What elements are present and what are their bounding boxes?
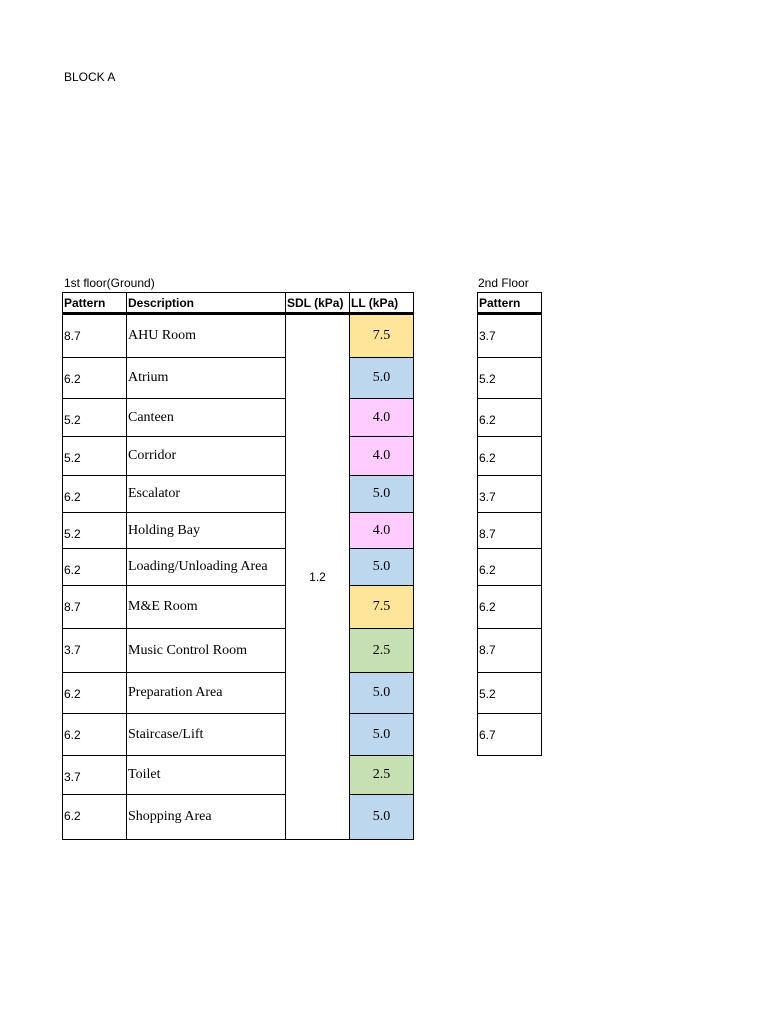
table-row bbox=[478, 586, 542, 629]
description-cell: Holding Bay bbox=[127, 513, 286, 549]
table-row bbox=[478, 629, 542, 673]
pattern-cell: 8.7 bbox=[63, 586, 127, 629]
floor2-table bbox=[477, 292, 542, 756]
pattern-cell: 6.2 bbox=[478, 549, 542, 586]
ll-value-cell: 5.0 bbox=[350, 714, 414, 756]
ll-value-cell: 2.5 bbox=[350, 629, 414, 673]
table-row bbox=[63, 358, 414, 399]
block-title: BLOCK A bbox=[64, 70, 116, 84]
description-cell: Preparation Area bbox=[127, 673, 286, 714]
table-row bbox=[63, 629, 414, 673]
description-cell: M&E Room bbox=[127, 586, 286, 629]
description-cell: Staircase/Lift bbox=[127, 714, 286, 756]
table-row bbox=[63, 513, 414, 549]
table-row bbox=[478, 714, 542, 756]
pattern-cell: 8.7 bbox=[478, 513, 542, 549]
pattern-cell: 3.7 bbox=[478, 476, 542, 513]
pattern-cell: 5.2 bbox=[478, 673, 542, 714]
ll-value-cell: 5.0 bbox=[350, 673, 414, 714]
description-cell: Loading/Unloading Area bbox=[127, 549, 286, 586]
description-cell: AHU Room bbox=[127, 314, 286, 358]
pattern-cell: 3.7 bbox=[63, 629, 127, 673]
pattern-cell: 5.2 bbox=[63, 399, 127, 437]
description-cell: Canteen bbox=[127, 399, 286, 437]
table-row bbox=[478, 673, 542, 714]
pattern-cell: 3.7 bbox=[478, 314, 542, 358]
pattern-cell: 6.7 bbox=[478, 714, 542, 756]
pattern-cell: 6.2 bbox=[63, 673, 127, 714]
col-header-description: Description bbox=[127, 293, 286, 314]
pattern-cell: 8.7 bbox=[478, 629, 542, 673]
table-row bbox=[63, 549, 414, 586]
pattern-cell: 6.2 bbox=[63, 795, 127, 840]
pattern-cell: 5.2 bbox=[63, 437, 127, 476]
table-row bbox=[63, 756, 414, 795]
floor2-header-row bbox=[478, 293, 542, 314]
ll-value-cell: 4.0 bbox=[350, 437, 414, 476]
description-cell: Toilet bbox=[127, 756, 286, 795]
pattern-cell: 6.2 bbox=[63, 476, 127, 513]
table-row bbox=[63, 795, 414, 840]
description-cell: Corridor bbox=[127, 437, 286, 476]
ll-value-cell: 7.5 bbox=[350, 314, 414, 358]
table-row bbox=[478, 513, 542, 549]
table-row bbox=[63, 673, 414, 714]
table-row bbox=[63, 437, 414, 476]
pattern-cell: 6.2 bbox=[478, 437, 542, 476]
pattern-cell: 8.7 bbox=[63, 314, 127, 358]
ll-value-cell: 4.0 bbox=[350, 399, 414, 437]
table-row bbox=[478, 476, 542, 513]
floor1-table bbox=[62, 292, 414, 840]
col-header-pattern: Pattern bbox=[63, 293, 127, 314]
col-header-pattern: Pattern bbox=[478, 293, 542, 314]
table-row bbox=[63, 586, 414, 629]
description-cell: Escalator bbox=[127, 476, 286, 513]
floor2-caption: 2nd Floor bbox=[478, 276, 529, 290]
floor1-caption: 1st floor(Ground) bbox=[64, 276, 155, 290]
table-row bbox=[63, 714, 414, 756]
ll-value-cell: 5.0 bbox=[350, 476, 414, 513]
table-row bbox=[478, 358, 542, 399]
table-row bbox=[478, 549, 542, 586]
ll-value-cell: 2.5 bbox=[350, 756, 414, 795]
table-row bbox=[478, 399, 542, 437]
pattern-cell: 5.2 bbox=[478, 358, 542, 399]
table-row bbox=[478, 314, 542, 358]
col-header-sdl: SDL (kPa) bbox=[286, 293, 350, 314]
col-header-ll: LL (kPa) bbox=[350, 293, 414, 314]
pattern-cell: 6.2 bbox=[63, 549, 127, 586]
ll-value-cell: 5.0 bbox=[350, 795, 414, 840]
table-row bbox=[63, 314, 414, 358]
pattern-cell: 6.2 bbox=[63, 358, 127, 399]
description-cell: Shopping Area bbox=[127, 795, 286, 840]
pattern-cell: 6.2 bbox=[63, 714, 127, 756]
ll-value-cell: 5.0 bbox=[350, 358, 414, 399]
pattern-cell: 6.2 bbox=[478, 586, 542, 629]
description-cell: Music Control Room bbox=[127, 629, 286, 673]
table-row bbox=[63, 476, 414, 513]
floor1-header-row bbox=[63, 293, 414, 314]
ll-value-cell: 7.5 bbox=[350, 586, 414, 629]
sdl-value-cell: 1.2 bbox=[286, 314, 350, 840]
ll-value-cell: 4.0 bbox=[350, 513, 414, 549]
table-row bbox=[63, 399, 414, 437]
pattern-cell: 3.7 bbox=[63, 756, 127, 795]
ll-value-cell: 5.0 bbox=[350, 549, 414, 586]
pattern-cell: 6.2 bbox=[478, 399, 542, 437]
pattern-cell: 5.2 bbox=[63, 513, 127, 549]
table-row bbox=[478, 437, 542, 476]
description-cell: Atrium bbox=[127, 358, 286, 399]
